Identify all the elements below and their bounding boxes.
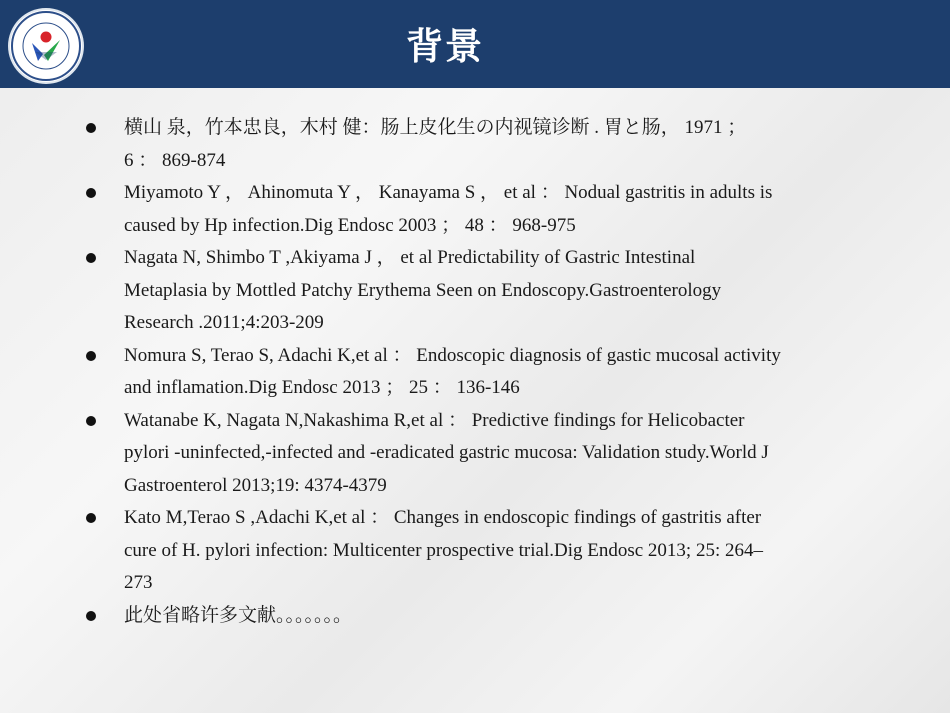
reference-item [80, 177, 880, 242]
reference-text: Miyamoto Y ， Ahinomuta Y ， Kanayama S ， et al ： Nodual gastritis in adults is caused by Hp infection.Dig Endosc 2003 ； 48 ： 968-975 [124, 182, 773, 236]
reference-list [80, 112, 880, 632]
bullet-icon [86, 351, 96, 361]
reference-item [80, 112, 880, 177]
reference-text: Nomura S, Terao S, Adachi K,et al ： Endoscopic diagnosis of gastic mucosal activity and inflamation.Dig Endosc 2013 ； 25 ： 136-146 [124, 344, 781, 398]
reference-item [80, 340, 880, 405]
bullet-icon [86, 416, 96, 426]
header-bar [0, 0, 950, 88]
reference-text: Kato M,Terao S ,Adachi K,et al ： Changes in endoscopic findings of gastritis after cure of H. pylori infection: Multicenter prospective trial.Dig Endosc 2013; 25: 264– 273 [124, 507, 763, 593]
reference-text: 横山 泉，竹本忠良，木村 健：肠上皮化生の内视镜诊断 . 胃と肠， 1971 ； 6 ： 869-874 [124, 117, 747, 171]
reference-text: Watanabe K, Nagata N,Nakashima R,et al ： Predictive findings for Helicobacter pylori -uninfected,-infected and -eradicated gastric mucosa: Validation study.World J Gastroenterol 2013;19: 4374-4379 [124, 409, 769, 496]
reference-text: Nagata N, Shimbo T ,Akiyama J ， et al Predictability of Gastric Intestinal Metaplasia by Mottled Patchy Erythema Seen on Endoscopy.Gastroenterology Research .2011;4:203-209 [124, 247, 722, 333]
bullet-icon [86, 513, 96, 523]
bullet-icon [86, 123, 96, 133]
bullet-icon [86, 188, 96, 198]
bullet-icon [86, 611, 96, 621]
reference-item [80, 502, 880, 600]
reference-item [80, 600, 880, 633]
bullet-icon [86, 253, 96, 263]
reference-item [80, 242, 880, 340]
reference-text: 此处省略许多文献。。。。。。。 [124, 604, 353, 626]
page-title: 背景 [406, 25, 484, 68]
reference-item [80, 405, 880, 503]
